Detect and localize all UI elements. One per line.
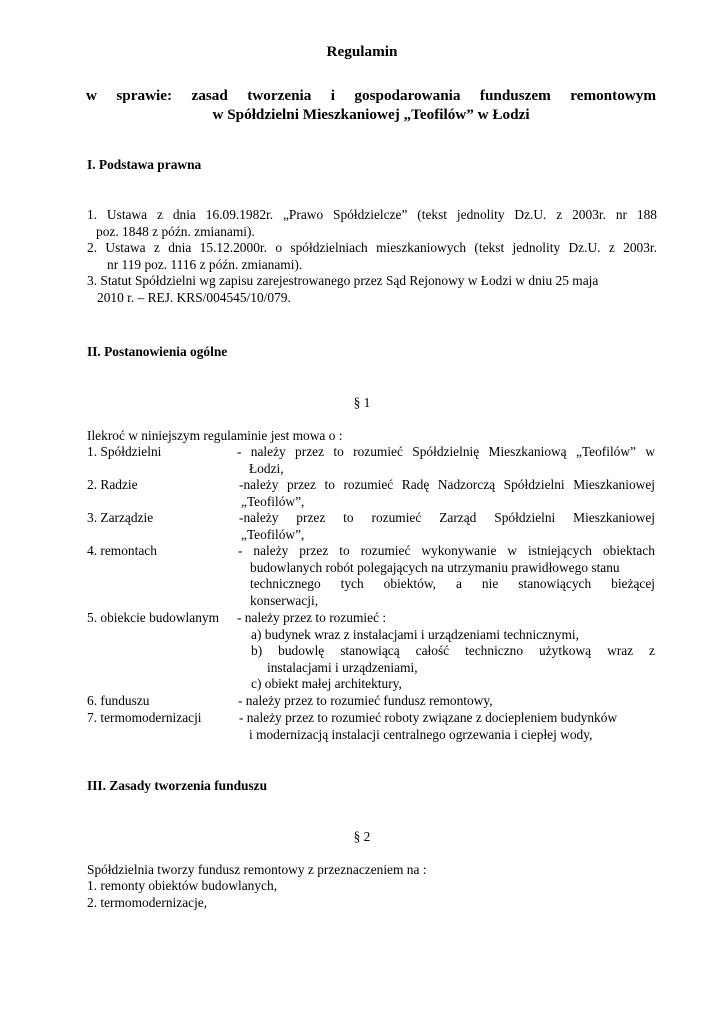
definitions-intro: Ilekroć w niniejszym regulaminie jest mowa o : <box>87 428 343 443</box>
document-title: Regulamin <box>326 43 398 60</box>
legal-basis-item: 3. Statut Spółdzielni wg zapisu zarejestrowanego przez Sąd Rejonowy w Łodzi w dniu 25 maja 2010 r. – REJ. KRS/004545/10/079. <box>87 273 599 305</box>
building-types-list: a) budynek wraz z instalacjami i urządzeniami technicznymi, b) budowlę stanowiącą całość techniczno użytkową wraz z instalacjami i urządzeniami, c) obiekt małej architektury, <box>251 626 655 692</box>
document-subtitle <box>86 86 656 124</box>
section-1-heading: I. Podstawa prawna <box>87 157 202 172</box>
subtitle-line-2: w Spółdzielni Mieszkaniowej „Teofilów” w Łodzi <box>212 106 530 123</box>
legal-basis-item: 2. Ustawa z dnia 15.12.2000r. o spółdzielniach mieszkaniowych (tekst jednolity Dz.U. z 2003r. nr 119 poz. 1116 z późn. zmianami). <box>87 240 657 272</box>
list-item: 1. remonty obiektów budowlanych, <box>87 878 278 893</box>
paragraph-1-mark: § 1 <box>353 395 371 410</box>
subtitle-line-1: w sprawie: zasad tworzenia i gospodarowania funduszem remontowym <box>86 87 656 104</box>
paragraph-2-mark: § 2 <box>353 829 371 844</box>
fund-purpose-intro: Spółdzielnia tworzy fundusz remontowy z przeznaczeniem na : <box>87 862 427 877</box>
fund-purpose-list <box>87 878 657 911</box>
legal-basis-list <box>87 207 657 307</box>
list-item: 2. termomodernizacje, <box>87 894 208 910</box>
section-2-heading: II. Postanowienia ogólne <box>87 344 228 359</box>
section-3-heading: III. Zasady tworzenia funduszu <box>87 778 268 793</box>
legal-basis-item: 1. Ustawa z dnia 16.09.1982r. „Prawo Spółdzielcze” (tekst jednolity Dz.U. z 2003r. nr 188 poz. 1848 z późn. zmianami). <box>87 207 657 239</box>
